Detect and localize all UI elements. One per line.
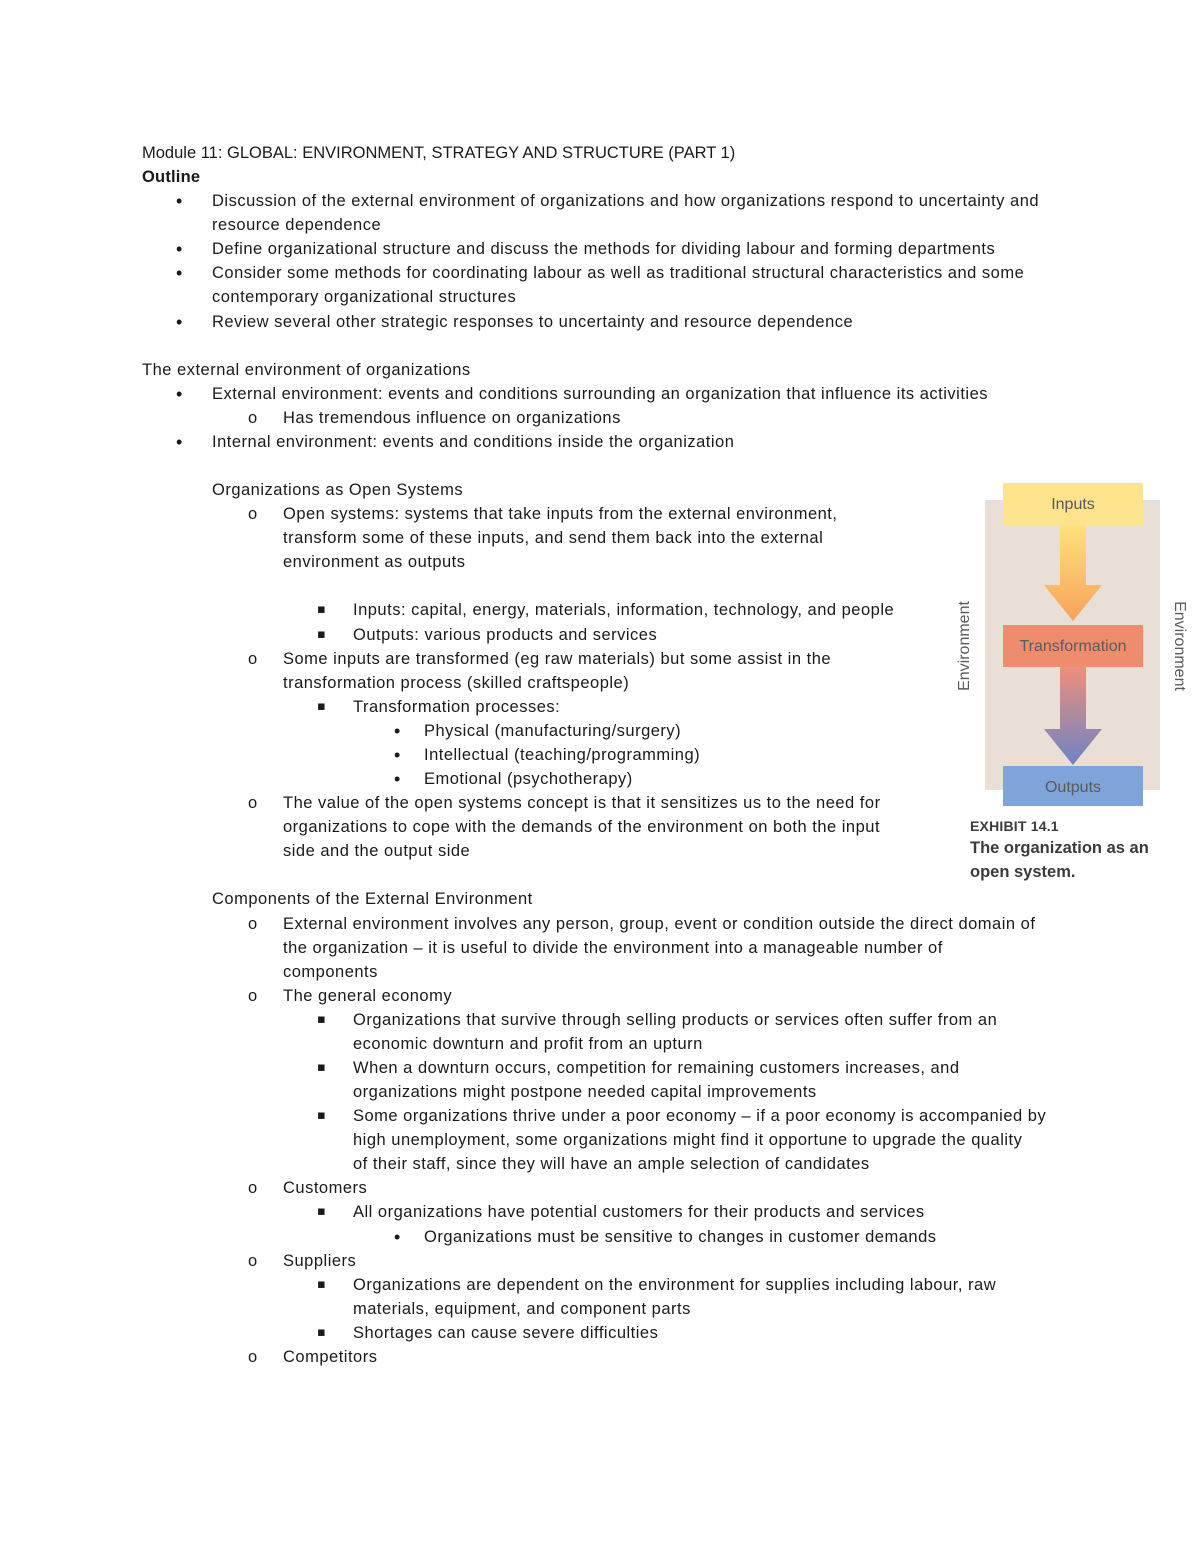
list-item-line: economic downturn and profit from an upturn — [353, 1034, 703, 1053]
transformation-label: Transformation — [1019, 638, 1127, 655]
list-item-line: Organizations that survive through selling products or services often suffer from an — [353, 1010, 998, 1029]
outline-heading — [0, 165, 1200, 189]
list-item-line: transformation process (skilled craftspeople) — [283, 673, 630, 692]
exhibit-caption — [970, 816, 1190, 884]
square-marker: ▪ — [317, 1324, 326, 1340]
outline-item-line: Define organizational structure and discuss the methods for dividing labour and forming departments — [212, 240, 996, 259]
section-heading-text: The external environment of organizations — [142, 360, 471, 379]
list-item-line: Suppliers — [283, 1251, 357, 1270]
outline-item-line: resource dependence — [212, 216, 382, 235]
list-item — [0, 382, 1200, 406]
environment-right-label: Environment — [1171, 601, 1188, 691]
square-marker: ▪ — [317, 1276, 326, 1292]
list-item — [0, 430, 1200, 454]
square-marker: ▪ — [317, 1059, 326, 1075]
list-item — [0, 1225, 1200, 1249]
circle-marker: o — [248, 1347, 258, 1366]
list-item-line: transform some of these inputs, and send them back into the external — [283, 529, 824, 548]
square-marker: ▪ — [317, 602, 326, 618]
square-marker: ▪ — [317, 1011, 326, 1027]
circle-marker: o — [248, 649, 258, 668]
list-item-line: Open systems: systems that take inputs from the external environment, — [283, 505, 838, 524]
outputs-label: Outputs — [1044, 779, 1102, 796]
inputs-label: Inputs — [1051, 496, 1095, 513]
list-item-line: organizations might postpone needed capital improvements — [353, 1083, 817, 1102]
exhibit-caption-line: The organization as an — [970, 839, 1149, 857]
bullet-marker: • — [176, 383, 183, 404]
circle-marker: o — [248, 1251, 258, 1270]
bullet-marker: • — [176, 191, 183, 212]
list-item-line: Inputs: capital, energy, materials, information, technology, and people — [353, 601, 895, 620]
list-item-line: components — [283, 962, 378, 981]
list-item-line: External environment: events and conditions surrounding an organization that influence its activities — [212, 384, 989, 403]
bullet-marker: • — [176, 239, 183, 260]
outline-heading-text: Outline — [142, 168, 201, 187]
list-item-line: side and the output side — [283, 842, 471, 861]
list-item-line: Shortages can cause severe difficulties — [353, 1323, 659, 1342]
bullet-marker: • — [176, 311, 183, 332]
outline-item — [0, 237, 1200, 261]
circle-marker: o — [248, 505, 258, 524]
square-marker: ▪ — [317, 1204, 326, 1220]
outline-item-line: Consider some methods for coordinating labour as well as traditional structural characteristics and some — [212, 264, 1025, 283]
list-item — [0, 1321, 1200, 1345]
list-item-line: Transformation processes: — [353, 697, 561, 716]
bullet-marker: • — [176, 431, 183, 452]
list-item-line: When a downturn occurs, competition for remaining customers increases, and — [353, 1058, 960, 1077]
list-item-line: The general economy — [283, 986, 453, 1005]
list-item — [0, 1273, 1200, 1321]
list-item-line: Outputs: various products and services — [353, 625, 658, 644]
subsection-heading — [0, 887, 1200, 911]
exhibit-number: EXHIBIT 14.1 — [970, 818, 1059, 834]
list-item-line: Internal environment: events and conditions inside the organization — [212, 432, 735, 451]
document-title-text: Module 11: GLOBAL: ENVIRONMENT, STRATEGY AND STRUCTURE (PART 1) — [142, 144, 736, 162]
list-item-line: Some organizations thrive under a poor economy – if a poor economy is accompanied by — [353, 1107, 1047, 1126]
list-item-line: Customers — [283, 1179, 368, 1198]
list-item — [0, 1249, 1200, 1273]
list-item-line: The value of the open systems concept is that it sensitizes us to the need for — [283, 794, 881, 813]
square-marker: ▪ — [317, 1108, 326, 1124]
list-item-line: the organization – it is useful to divide the environment into a manageable number of — [283, 938, 943, 957]
bullet-marker: • — [394, 1226, 401, 1247]
list-item — [0, 984, 1200, 1008]
list-item-line: Intellectual (teaching/programming) — [424, 745, 701, 764]
list-item-line: External environment involves any person, group, event or condition outside the direct domain of — [283, 914, 1036, 933]
list-item — [0, 1345, 1200, 1369]
bullet-marker: • — [394, 769, 401, 790]
list-item-line: Organizations must be sensitive to changes in customer demands — [424, 1227, 937, 1246]
circle-marker: o — [248, 986, 258, 1005]
list-item-line: Some inputs are transformed (eg raw materials) but some assist in the — [283, 649, 832, 668]
outline-item — [0, 189, 1200, 237]
list-item-line: Physical (manufacturing/surgery) — [424, 721, 682, 740]
circle-marker: o — [248, 794, 258, 813]
square-marker: ▪ — [317, 626, 326, 642]
circle-marker: o — [248, 914, 258, 933]
document-title — [0, 141, 1200, 165]
list-item-line: of their staff, since they will have an ample selection of candidates — [353, 1155, 870, 1174]
bullet-marker: • — [394, 720, 401, 741]
list-item-line: All organizations have potential customers for their products and services — [353, 1203, 925, 1222]
list-item-line: Organizations are dependent on the environment for supplies including labour, raw — [353, 1275, 997, 1294]
exhibit-caption-line: open system. — [970, 863, 1076, 881]
bullet-marker: • — [176, 263, 183, 284]
circle-marker: o — [248, 1179, 258, 1198]
list-item — [0, 1056, 1200, 1104]
outline-item — [0, 310, 1200, 334]
list-item-line: high unemployment, some organizations might find it opportune to upgrade the quality — [353, 1131, 1023, 1150]
outline-item-line: Review several other strategic responses to uncertainty and resource dependence — [212, 312, 854, 331]
list-item — [0, 1176, 1200, 1200]
outline-item-line: Discussion of the external environment of organizations and how organizations respond to uncertainty and — [212, 192, 1040, 211]
list-item — [0, 1008, 1200, 1056]
list-item-line: organizations to cope with the demands of the environment on both the input — [283, 818, 881, 837]
outline-item — [0, 261, 1200, 309]
square-marker: ▪ — [317, 698, 326, 714]
outline-item-line: contemporary organizational structures — [212, 288, 517, 307]
list-item-line: environment as outputs — [283, 553, 466, 572]
list-item-line: materials, equipment, and component parts — [353, 1299, 691, 1318]
environment-left-label: Environment — [956, 601, 973, 691]
list-item-line: Emotional (psychotherapy) — [424, 770, 633, 789]
list-item — [0, 1104, 1200, 1176]
open-system-diagram — [940, 475, 1196, 815]
list-item — [0, 912, 1200, 984]
circle-marker: o — [248, 408, 258, 427]
list-item — [0, 406, 1200, 430]
list-item-line: Has tremendous influence on organizations — [283, 408, 621, 427]
subsection-heading-text: Components of the External Environment — [212, 890, 533, 909]
blank-line — [0, 334, 1200, 358]
bullet-marker: • — [394, 744, 401, 765]
list-item-line: Competitors — [283, 1347, 378, 1366]
subsection-heading-text: Organizations as Open Systems — [212, 481, 464, 500]
section-heading — [0, 358, 1200, 382]
list-item — [0, 1200, 1200, 1224]
